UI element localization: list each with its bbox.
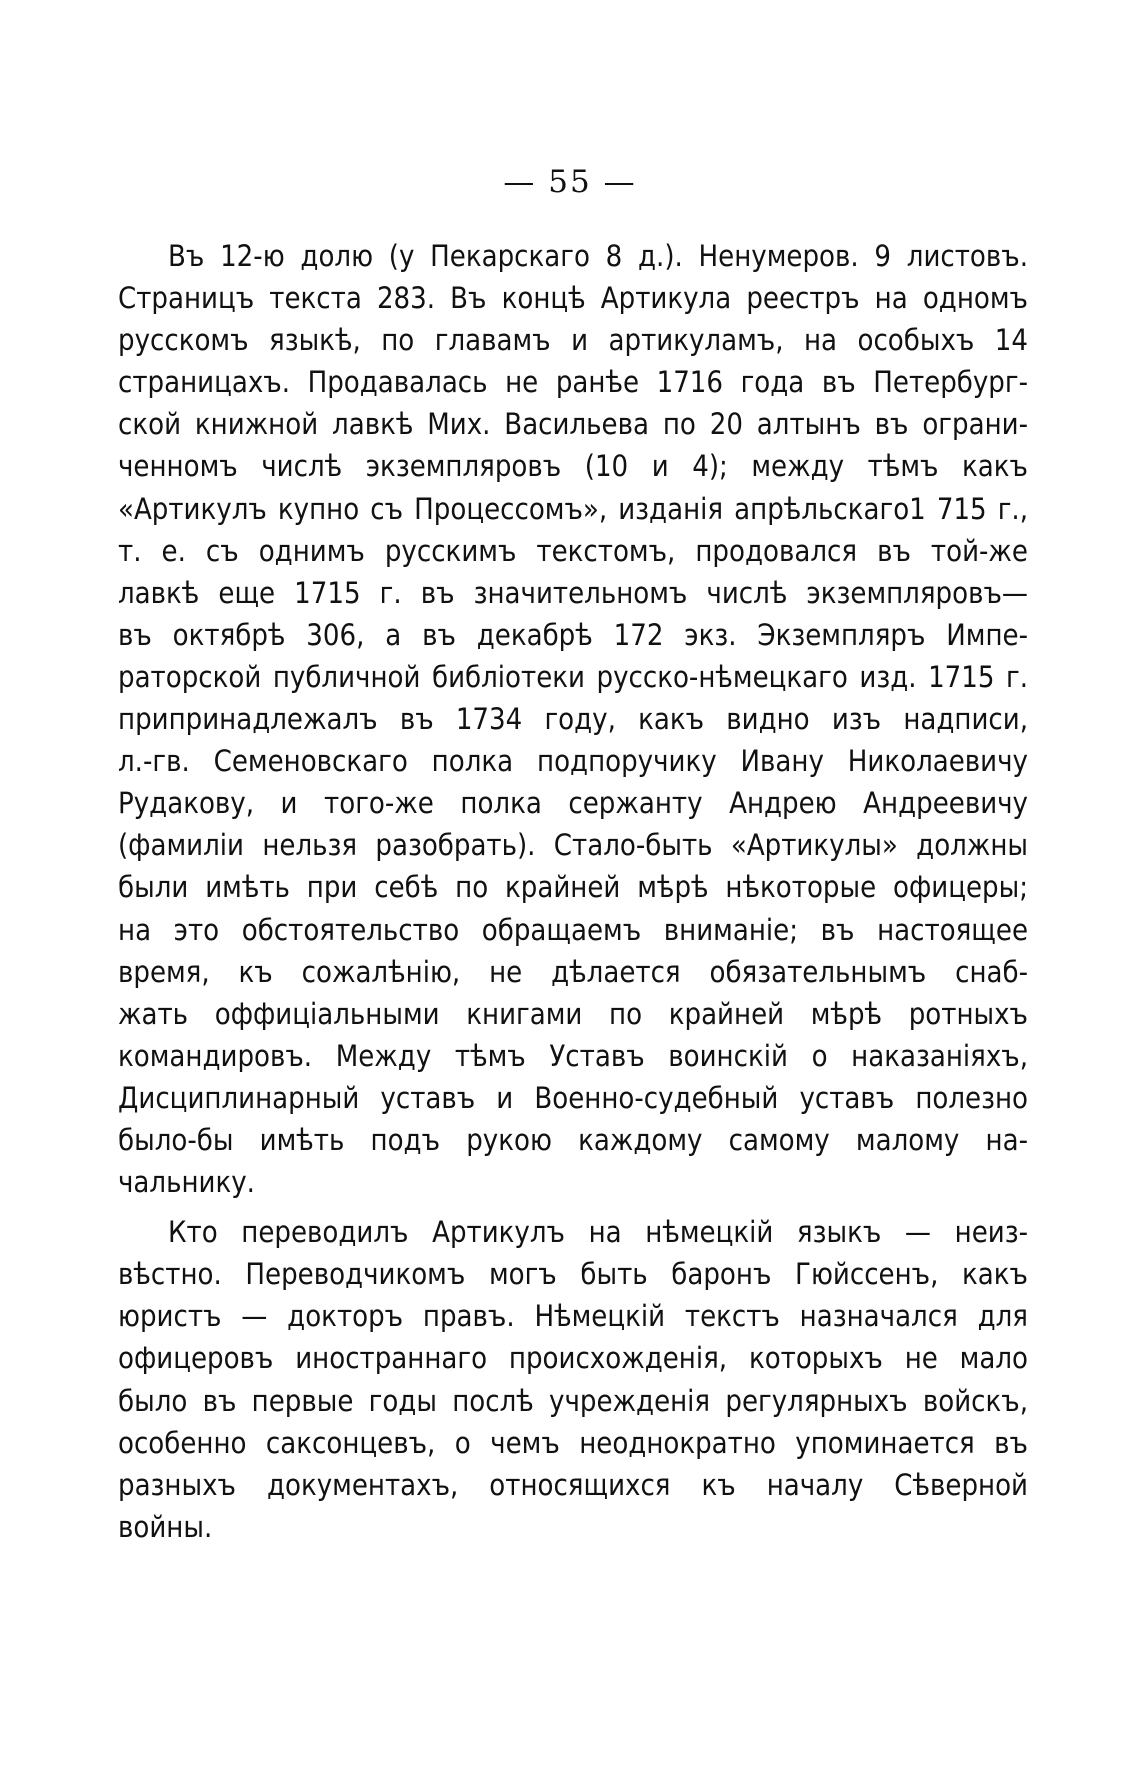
- text-line: (фамиліи нельзя разобрать). Стало-быть «Артикулы» должны: [118, 828, 1028, 863]
- text-line: разныхъ документахъ, относящихся къ началу Сѣверной: [118, 1467, 1028, 1502]
- text-line: въ октябрѣ 306, а въ декабрѣ 172 экз. Экземпляръ Импе-: [118, 617, 1028, 652]
- text-line: раторской публичной библіотеки русско-нѣмецкаго изд. 1715 г.: [118, 659, 1028, 694]
- text-line: особенно саксонцевъ, о чемъ неоднократно упоминается въ: [118, 1425, 1028, 1460]
- text-line: было въ первые годы послѣ учрежденія регулярныхъ войскъ,: [118, 1383, 1028, 1418]
- text-line: ченномъ числѣ экземпляровъ (10 и 4); между тѣмъ какъ: [118, 449, 1028, 484]
- text-line: Страницъ текста 283. Въ концѣ Артикула реестръ на одномъ: [118, 281, 1028, 316]
- paragraph: [118, 1211, 1028, 1548]
- text-line: Рудакову, и того-же полка сержанту Андрею Андреевичу: [118, 786, 1028, 821]
- text-line: Кто переводилъ Артикулъ на нѣмецкій языкъ — неиз-: [168, 1215, 1028, 1250]
- text-line: Въ 12-ю долю (у Пекарскаго 8 д.). Ненумеров. 9 листовъ.: [168, 239, 1028, 273]
- text-line: на это обстоятельство обращаемъ вниманіе; въ настоящее: [118, 912, 1028, 947]
- text-line: войны.: [118, 1509, 213, 1544]
- text-line: офицеровъ иностраннаго происхожденія, которыхъ не мало: [118, 1341, 1028, 1376]
- text-line: жать оффиціальными книгами по крайней мѣрѣ ротныхъ: [118, 996, 1028, 1031]
- text-line: были имѣть при себѣ по крайней мѣрѣ нѣкоторые офицеры;: [118, 870, 1028, 905]
- text-line: чальнику.: [118, 1165, 255, 1200]
- text-line: русскомъ языкѣ, по главамъ и артикуламъ, на особыхъ 14: [118, 323, 1028, 358]
- text-line: вѣстно. Переводчикомъ могъ быть баронъ Гюйссенъ, какъ: [118, 1257, 1028, 1292]
- text-line: страницахъ. Продавалась не ранѣе 1716 года въ Петербург-: [118, 365, 1028, 400]
- paragraph: [118, 235, 1028, 1203]
- text-line: время, къ сожалѣнію, не дѣлается обязательнымъ снаб-: [118, 954, 1028, 989]
- text-line: т. е. съ однимъ русскимъ текстомъ, продовался въ той-же: [118, 533, 1028, 568]
- text-line: ской книжной лавкѣ Мих. Васильева по 20 алтынъ въ ограни-: [118, 407, 1028, 442]
- text-line: припринадлежалъ въ 1734 году, какъ видно изъ надписи,: [118, 702, 1028, 737]
- page-number: — 55 —: [503, 164, 637, 200]
- text-line: было-бы имѣть подъ рукою каждому самому малому на-: [118, 1122, 1028, 1157]
- text-line: юристъ — докторъ правъ. Нѣмецкій текстъ назначался для: [118, 1299, 1028, 1334]
- text-line: лавкѣ еще 1715 г. въ значительномъ числѣ экземпляровъ—: [118, 575, 1028, 610]
- text-line: л.-гв. Семеновскаго полка подпоручику Ивану Николаевичу: [118, 744, 1028, 779]
- text-line: командировъ. Между тѣмъ Уставъ воинскій о наказаніяхъ,: [118, 1038, 1028, 1073]
- paragraph-gap: [118, 1203, 1028, 1211]
- text-line: Дисциплинарный уставъ и Военно-судебный уставъ полезно: [118, 1080, 1028, 1115]
- body-text: [118, 235, 1028, 1548]
- text-line: «Артикулъ купно съ Процессомъ», изданія апрѣльскаго1 715 г.,: [118, 491, 1028, 526]
